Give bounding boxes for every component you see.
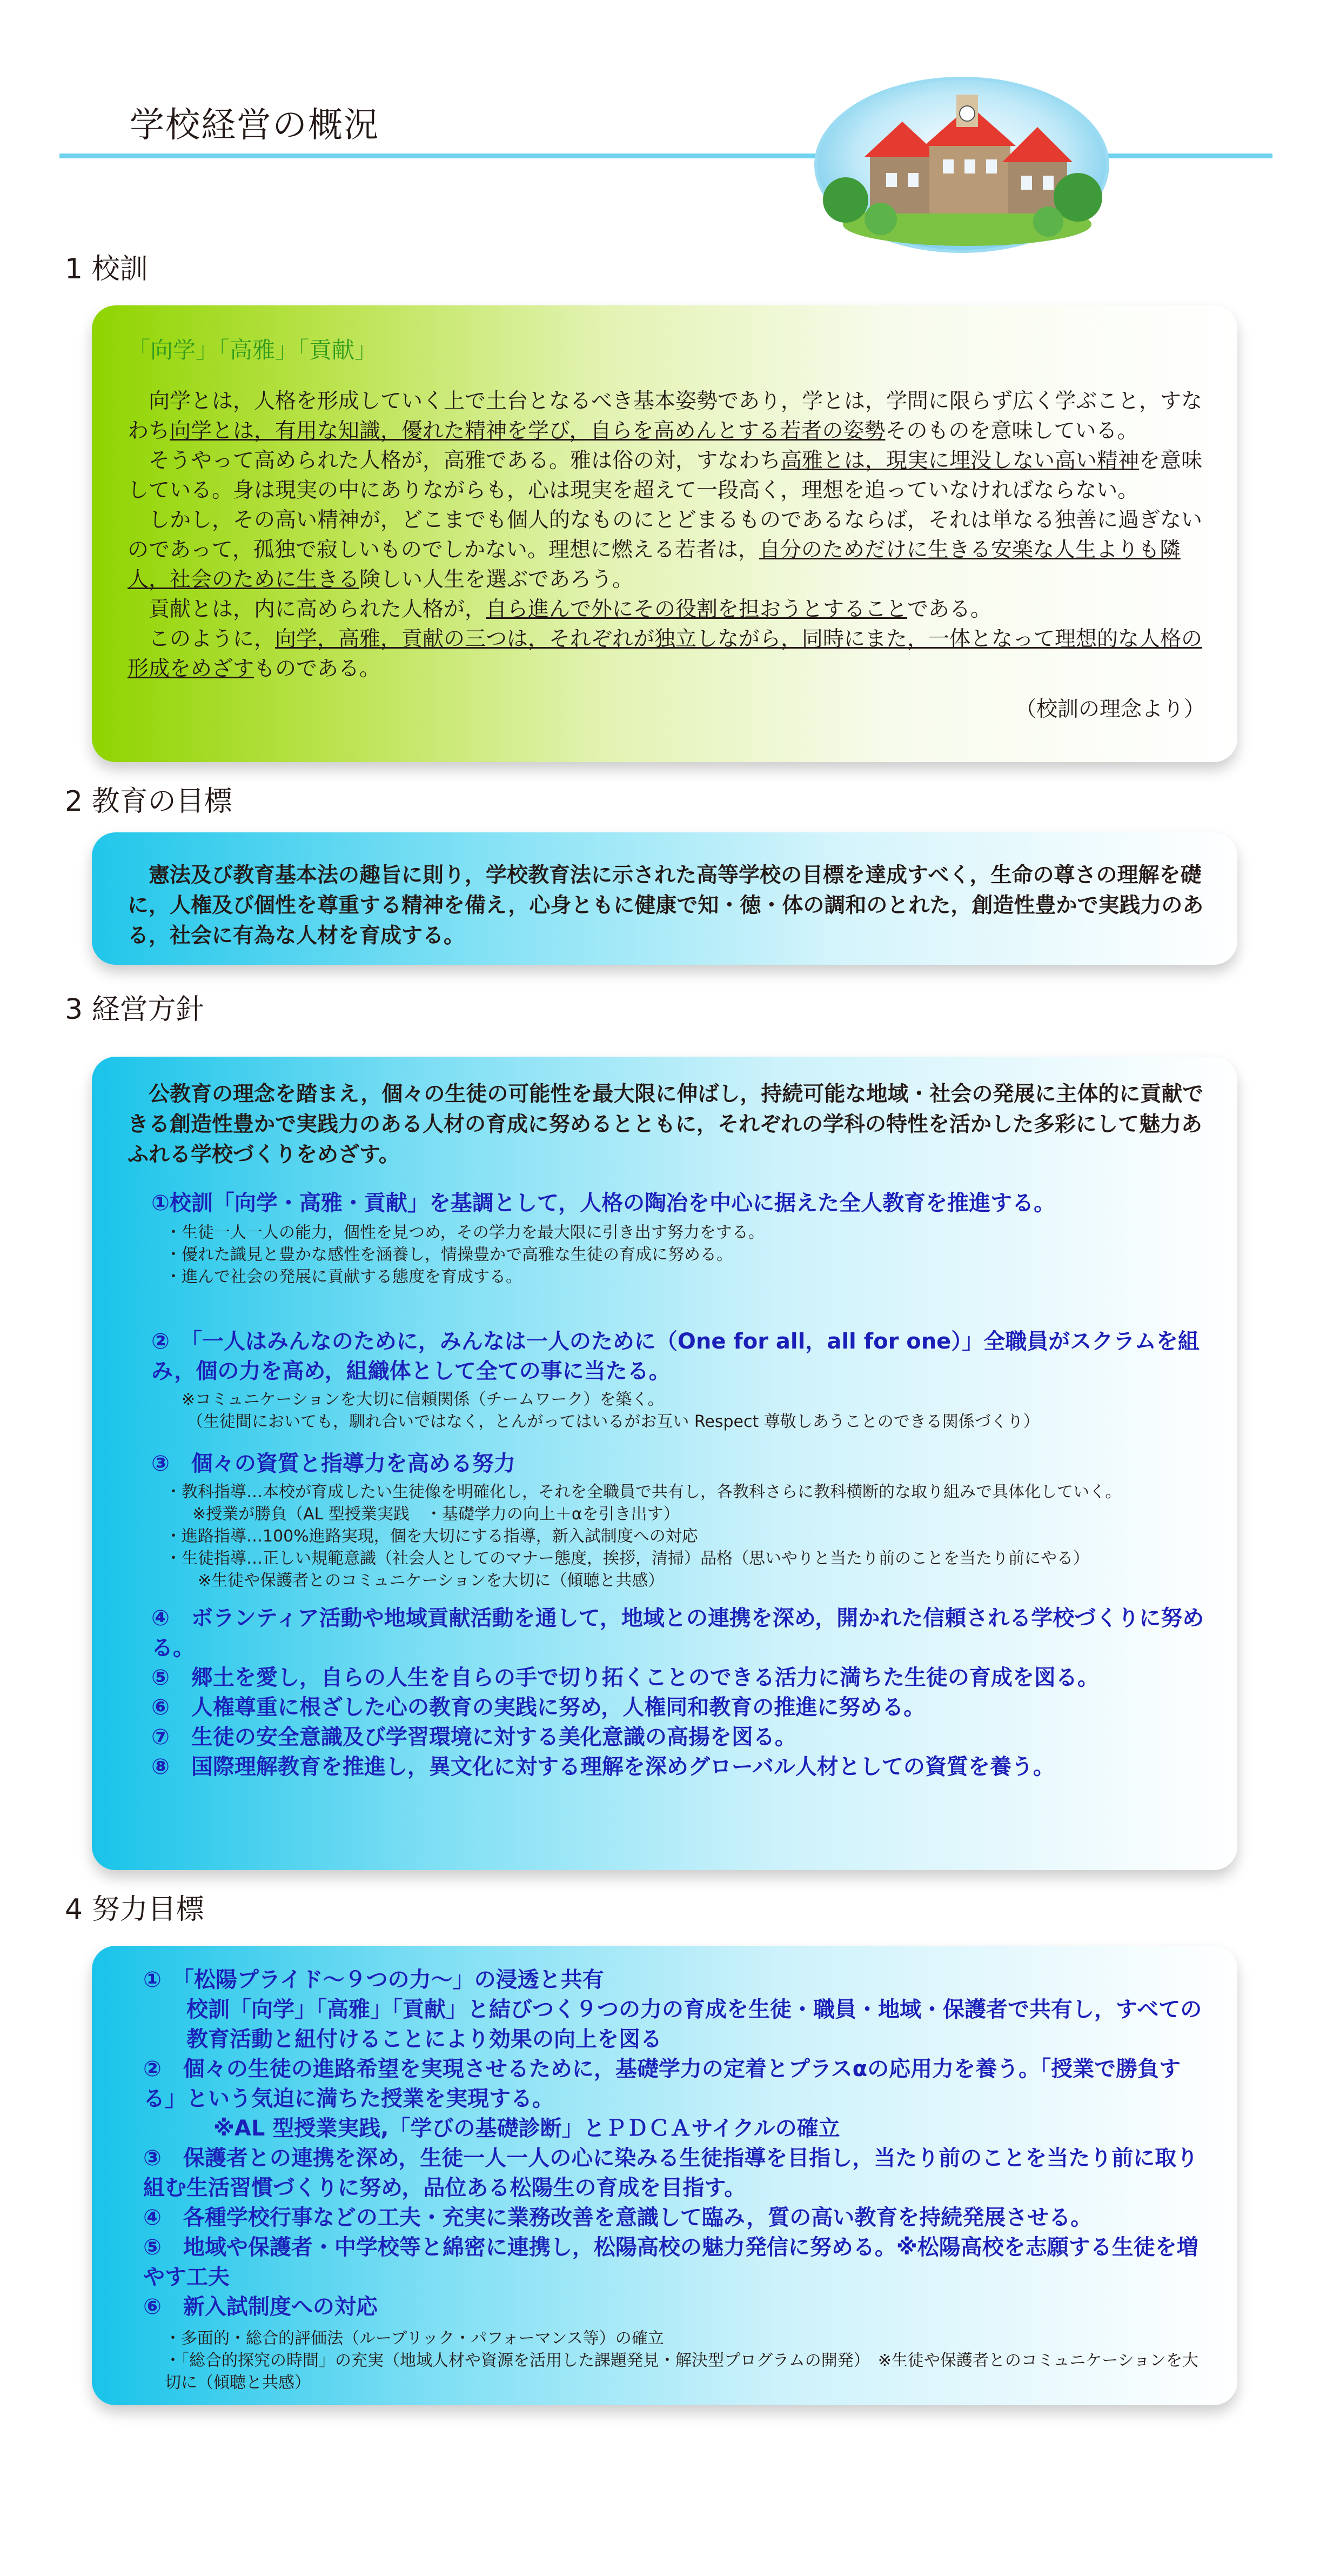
section-heading-creed: 1 校訓 [65, 253, 148, 285]
policy-note: ※コミュニケーションを大切に信頼関係（チームワーク）を築く。 [182, 1390, 664, 1409]
section-heading-efforts: 4 努力目標 [65, 1893, 204, 1926]
policy-subitem: ・生徒指導…正しい規範意識（社会人としてのマナー態度，挨拶，清掃）品格（思いやりと当たり前のことを当たり前にやる） [165, 1549, 1089, 1568]
policy-item-4: ④ ボランティア活動や地域貢献活動を通して，地域との連携を深め，開かれた信頼される学校づくりに努める。 [151, 1606, 1204, 1660]
effort-item-2: ② 個々の生徒の進路希望を実現させるために，基礎学力の定着とプラスαの応用力を養う。「授業で勝負する」という気迫に満ちた授業を実現する。 [143, 2057, 1181, 2111]
text-fragment: このように， [149, 627, 276, 651]
creed-paragraph [128, 446, 1205, 505]
underlined-text: 自ら進んで外にその役割を担おうとすること [486, 597, 908, 622]
policy-item-2: ② 「一人はみんなのために，みんなは一人のために（One for all，all for one）」全職員がスクラムを組み，個の力を高め，組織体として全ての事に当たる。 [151, 1329, 1200, 1384]
policy-panel [92, 1057, 1237, 1870]
effort-item-1: ① 「松陽プライド～９つの力～」の浸透と共有 [143, 1967, 604, 1992]
text-fragment: ものである。 [254, 657, 381, 681]
text-fragment: である。 [907, 597, 992, 622]
policy-item-3: ③ 個々の資質と指導力を高める努力 [151, 1451, 515, 1476]
text-fragment: 向学とは，人格を形成していく上で土台となるべき基本姿勢であり，学とは，学問に限らず広く学ぶこと，すなわち [128, 389, 1203, 443]
effort-detail: 校訓「向学」「高雅」「貢献」と結びつく９つの力の育成を生徒・職員・地域・保護者で共有し，すべての教育活動と紐付けることにより効果の向上を図る [186, 1997, 1202, 2052]
policy-subitem: ・進んで社会の発展に貢献する態度を育成する。 [165, 1267, 522, 1286]
effort-item-4: ④ 各種学校行事などの工夫・充実に業務改善を意識して臨み，質の高い教育を持続発展させる。 [143, 2205, 1093, 2230]
policy-item-1: ①校訓「向学・高雅・貢献」を基調として，人格の陶冶を中心に据えた全人教育を推進する。 [151, 1191, 1056, 1216]
text-fragment: を意味している。身は現実の中にありながらも，心は現実を超えて一段高く，理想を追っていなければならない。 [128, 449, 1203, 503]
creed-paragraph [128, 595, 1205, 624]
policy-subitem: ・教科指導…本校が育成したい生徒像を明確化し，それを全職員で共有し，各教科さらに教科横断的な取り組みで具体化していく。 [165, 1483, 1122, 1501]
effort-item-5: ⑤ 地域や保護者・中学校等と綿密に連携し，松陽高校の魅力発信に努める。※松陽高校を志願する生徒を増やす工夫 [143, 2235, 1198, 2290]
text-fragment: 貢献とは，内に高められた人格が， [149, 597, 486, 622]
effort-subitem: ・多面的・総合的評価法（ルーブリック・パフォーマンス等）の確立 [165, 2329, 664, 2348]
goal-text: 憲法及び教育基本法の趣旨に則り，学校教育法に示された高等学校の目標を達成すべく，生命の尊さの理解を礎に，人権及び個性を尊重する精神を備え，心身ともに健康で知・徳・体の調和のとれた，創造性豊かで実践力のある，社会に有為な人材を育成する。 [128, 863, 1204, 948]
motto: 「向学」「高雅」「貢献」 [128, 337, 378, 363]
effort-subitem: ・「総合的探究の時間」の充実（地域人材や資源を活用した課題発見・解決型プログラムの開発） ※生徒や保護者とのコミュニケーションを大切に（傾聴と共感） [165, 2351, 1199, 2392]
creed-paragraph [128, 386, 1205, 446]
efforts-panel [92, 1946, 1237, 2405]
policy-subitem: ・優れた識見と豊かな感性を涵養し，情操豊かで高雅な生徒の育成に努める。 [165, 1245, 733, 1264]
section-heading-policy: 3 経営方針 [65, 993, 204, 1026]
policy-intro: 公教育の理念を踏まえ，個々の生徒の可能性を最大限に伸ばし，持続可能な地域・社会の発展に主体的に貢献できる創造性豊かで実践力のある人材の育成に努めるとともに，それぞれの学科の特性を活かした多彩にして魅力あふれる学校づくりをめざす。 [128, 1082, 1204, 1167]
creed-source: （校訓の理念より） [1015, 697, 1205, 722]
effort-item-6: ⑥ 新入試制度への対応 [143, 2294, 378, 2319]
policy-item-6: ⑥ 人権尊重に根ざした心の教育の実践に努め，人権同和教育の推進に努める。 [151, 1695, 926, 1720]
text-fragment: 険しい人生を選ぶであろう。 [359, 568, 634, 592]
page-title: 学校経営の概況 [130, 105, 379, 145]
goal-panel [92, 832, 1237, 965]
creed-paragraph [128, 505, 1205, 595]
underlined-text: 向学とは，有用な知識，優れた精神を学び，自らを高めんとする若者の姿勢 [170, 419, 886, 443]
policy-item-8: ⑧ 国際理解教育を推進し，異文化に対する理解を深めグローバル人材としての資質を養う。 [151, 1754, 1055, 1779]
effort-item-3: ③ 保護者との連携を深め，生徒一人一人の心に染みる生徒指導を目指し，当たり前のことを当たり前に取り組む生活習慣づくりに努め，品位ある松陽生の育成を目指す。 [143, 2146, 1198, 2200]
policy-note: （生徒間においても，馴れ合いではなく，とんがってはいるがお互い Respect 尊敬しあうことのできる関係づくり） [187, 1412, 1040, 1431]
text-fragment: しかし，その高い精神が，どこまでも個人的なものにとどまるものであるならば，それは単なる独善に過ぎないのであって，孤独で寂しいものでしかない。理想に燃える若者は， [128, 508, 1203, 562]
text-fragment: そうやって高められた人格が，高雅である。雅は俗の対，すなわち [149, 449, 781, 473]
policy-note: ※授業が勝負（AL 型授業実践 ・基礎学力の向上＋αを引き出す） [192, 1505, 680, 1524]
underlined-text: 自分のためだけに生きる安楽な人生よりも隣人，社会のために生きる [128, 538, 1181, 592]
policy-note: ※生徒や保護者とのコミュニケーションを大切に（傾聴と共感） [198, 1571, 665, 1590]
policy-item-5: ⑤ 郷土を愛し，自らの人生を自らの手で切り拓くことのできる活力に満ちた生徒の育成を図る。 [151, 1665, 1099, 1690]
policy-subitem: ・進路指導…100%進路実現，個を大切にする指導，新入試制度への対応 [165, 1527, 698, 1546]
creed-paragraph [128, 624, 1205, 684]
policy-item-7: ⑦ 生徒の安全意識及び学習環境に対する美化意識の高揚を図る。 [151, 1725, 796, 1750]
policy-subitem: ・生徒一人一人の能力，個性を見つめ，その学力を最大限に引き出す努力をする。 [165, 1223, 765, 1242]
underlined-text: 向学，高雅，貢献の三つは，それぞれが独立しながら，同時にまた，一体となって理想的な人格の形成をめざす [128, 627, 1203, 681]
effort-note: ※AL 型授業実践,「学びの基礎診断」とＰＤＣＡサイクルの確立 [213, 2116, 840, 2141]
creed-panel [92, 305, 1237, 762]
school-building-illustration [805, 62, 1118, 262]
section-heading-goal: 2 教育の目標 [65, 785, 232, 818]
underlined-text: 高雅とは，現実に埋没しない高い精神 [781, 449, 1140, 473]
text-fragment: そのものを意味している。 [885, 419, 1138, 443]
